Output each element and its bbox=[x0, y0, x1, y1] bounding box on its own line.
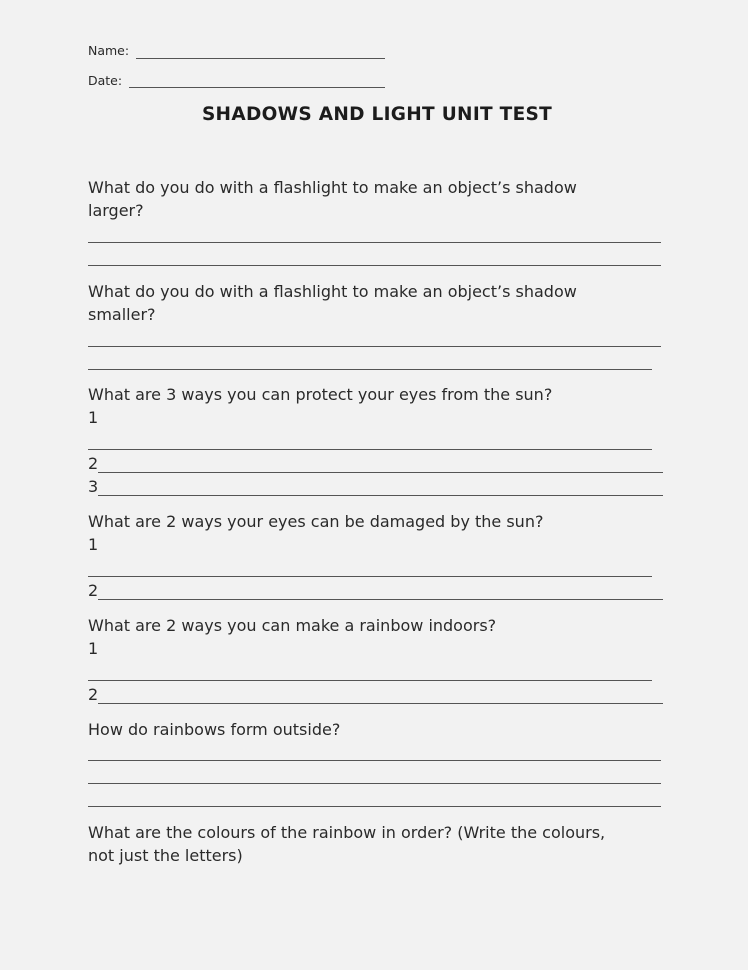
answer-number: 1 bbox=[88, 408, 99, 427]
answer-line[interactable] bbox=[98, 495, 663, 496]
answer-line[interactable] bbox=[88, 680, 652, 681]
question-7 bbox=[88, 821, 605, 867]
answer-line[interactable] bbox=[88, 576, 652, 577]
question-4 bbox=[88, 510, 543, 533]
answer-number: 1 bbox=[88, 535, 99, 554]
answer-number: 1 bbox=[88, 639, 99, 658]
answer-line[interactable] bbox=[88, 346, 661, 347]
name-label: Name: bbox=[88, 43, 130, 58]
page-title: SHADOWS AND LIGHT UNIT TEST bbox=[201, 104, 553, 125]
question-6 bbox=[88, 718, 340, 741]
answer-line[interactable] bbox=[88, 265, 661, 266]
answer-line[interactable] bbox=[88, 760, 661, 761]
name-field-line[interactable] bbox=[136, 58, 385, 59]
question-text-line: What are 3 ways you can protect your eyes from the sun? bbox=[88, 385, 553, 404]
answer-line[interactable] bbox=[88, 783, 661, 784]
answer-number: 2 bbox=[88, 454, 99, 473]
question-text-line: What are 2 ways your eyes can be damaged by the sun? bbox=[88, 512, 544, 531]
answer-line[interactable] bbox=[88, 449, 652, 450]
question-5 bbox=[88, 614, 496, 637]
question-text-line: larger? bbox=[88, 201, 144, 220]
question-text-line: What do you do with a flashlight to make an object’s shadow bbox=[88, 178, 577, 197]
answer-number: 2 bbox=[88, 581, 99, 600]
question-text-line: What are the colours of the rainbow in order? (Write the colours, bbox=[88, 823, 606, 842]
answer-line[interactable] bbox=[88, 806, 661, 807]
question-1 bbox=[88, 176, 577, 222]
question-text-line: What are 2 ways you can make a rainbow indoors? bbox=[88, 616, 497, 635]
date-label: Date: bbox=[88, 73, 123, 88]
date-field-line[interactable] bbox=[129, 87, 385, 88]
question-text-line: What do you do with a flashlight to make an object’s shadow bbox=[88, 282, 577, 301]
answer-line[interactable] bbox=[88, 242, 661, 243]
question-text-line: not just the letters) bbox=[88, 846, 243, 865]
answer-line[interactable] bbox=[98, 472, 663, 473]
question-text-line: smaller? bbox=[88, 305, 156, 324]
answer-line[interactable] bbox=[88, 369, 652, 370]
answer-number: 2 bbox=[88, 685, 99, 704]
answer-number: 3 bbox=[88, 477, 99, 496]
question-3 bbox=[88, 383, 552, 406]
answer-line[interactable] bbox=[98, 703, 663, 704]
question-text-line: How do rainbows form outside? bbox=[88, 720, 341, 739]
question-2 bbox=[88, 280, 577, 326]
answer-line[interactable] bbox=[98, 599, 663, 600]
